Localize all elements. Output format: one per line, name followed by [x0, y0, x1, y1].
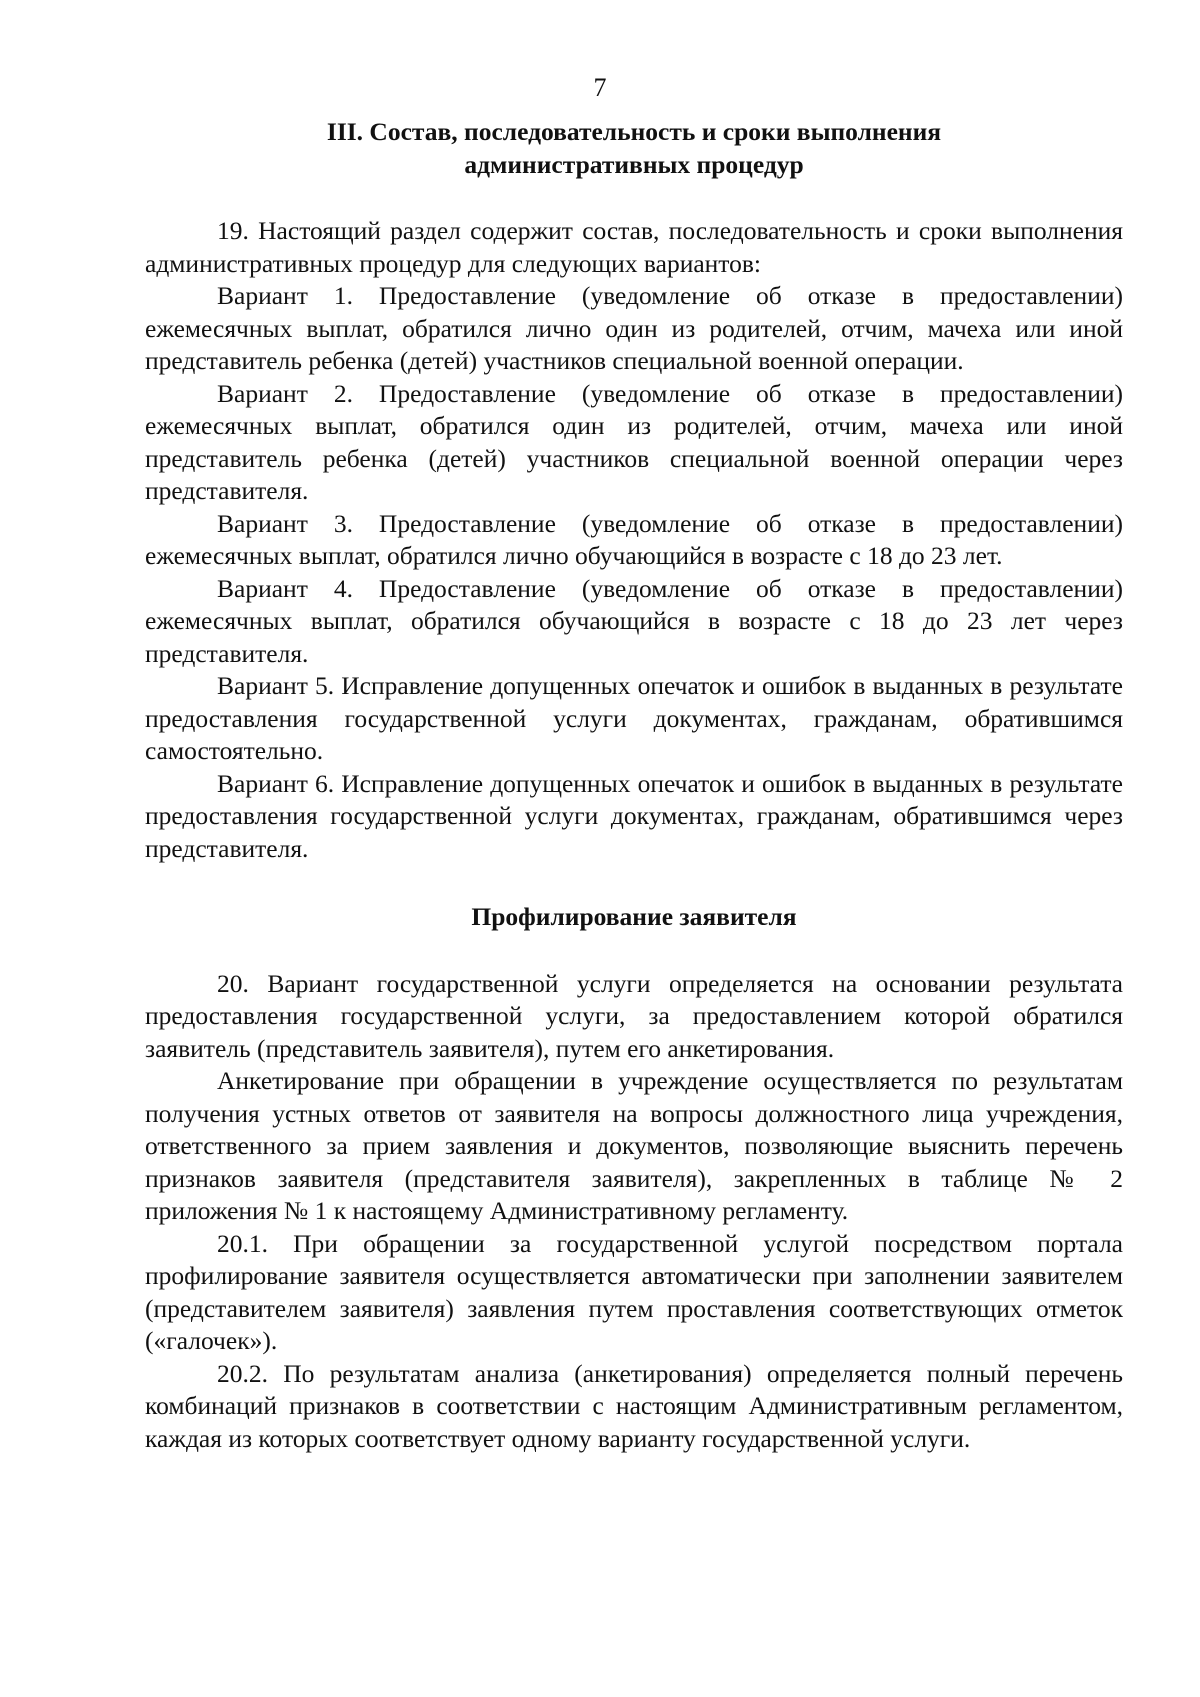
paragraph-20-1: 20.1. При обращении за государственной услугой посредством портала профилирование заявителя осуществляется автоматически при заполнении заявителем (представителем заявителя) заявления путем проставления соответствующих отметок («галочек»).	[145, 1228, 1123, 1355]
page-content	[145, 116, 1123, 1455]
paragraph-20: 20. Вариант государственной услуги определяется на основании результата предоставления государственной услуги, за предоставлением которой обратился заявитель (представитель заявителя), путем его анкетирования.	[145, 968, 1123, 1063]
paragraph-variant-5: Вариант 5. Исправление допущенных опечаток и ошибок в выданных в результате предоставления государственной услуги документах, гражданам, обратившимся самостоятельно.	[145, 671, 1123, 765]
paragraph-variant-1: Вариант 1. Предоставление (уведомление об отказе в предоставлении) ежемесячных выплат, обратился лично один из родителей, отчим, мачеха или иной представитель ребенка (детей) участников специальной военной операции.	[145, 281, 1123, 375]
paragraph-20-2: 20.2. По результатам анализа (анкетирования) определяется полный перечень комбинаций признаков в соответствии с настоящим Административным регламентом, каждая из которых соответствует одному варианту государственной услуги.	[145, 1358, 1123, 1453]
variants-section	[145, 215, 1123, 865]
page-number: 7	[593, 73, 607, 102]
subsection-heading: Профилирование заявителя	[471, 902, 797, 931]
profiling-section	[145, 968, 1123, 1456]
paragraph-variant-6: Вариант 6. Исправление допущенных опечаток и ошибок в выданных в результате предоставления государственной услуги документах, гражданам, обратившимся через представителя.	[145, 768, 1123, 863]
paragraph-variant-4: Вариант 4. Предоставление (уведомление об отказе в предоставлении) ежемесячных выплат, обратился обучающийся в возрасте с 18 до 23 лет через представителя.	[145, 573, 1123, 668]
paragraph-variant-3: Вариант 3. Предоставление (уведомление об отказе в предоставлении) ежемесячных выплат, обратился лично обучающийся в возрасте с 18 до 23 лет.	[145, 508, 1123, 570]
section-heading-line-1: III. Состав, последовательность и сроки выполнения	[326, 117, 942, 146]
section-heading	[145, 116, 1123, 181]
paragraph-variant-2: Вариант 2. Предоставление (уведомление об отказе в предоставлении) ежемесячных выплат, обратился один из родителей, отчим, мачеха или иной представитель ребенка (детей) участников специальной военной операции через представителя.	[145, 378, 1123, 505]
section-heading-line-2: административных процедур	[464, 149, 804, 179]
paragraph-19: 19. Настоящий раздел содержит состав, последовательность и сроки выполнения административных процедур для следующих вариантов:	[145, 216, 1123, 278]
paragraph-20-survey: Анкетирование при обращении в учреждение осуществляется по результатам получения устных ответов от заявителя на вопросы должностного лица учреждения, ответственного за прием заявления и документов, позволяющие выяснить перечень признаков заявителя (представителя заявителя), закрепленных в таблице № 2 приложения № 1 к настоящему Административному регламенту.	[145, 1066, 1123, 1225]
